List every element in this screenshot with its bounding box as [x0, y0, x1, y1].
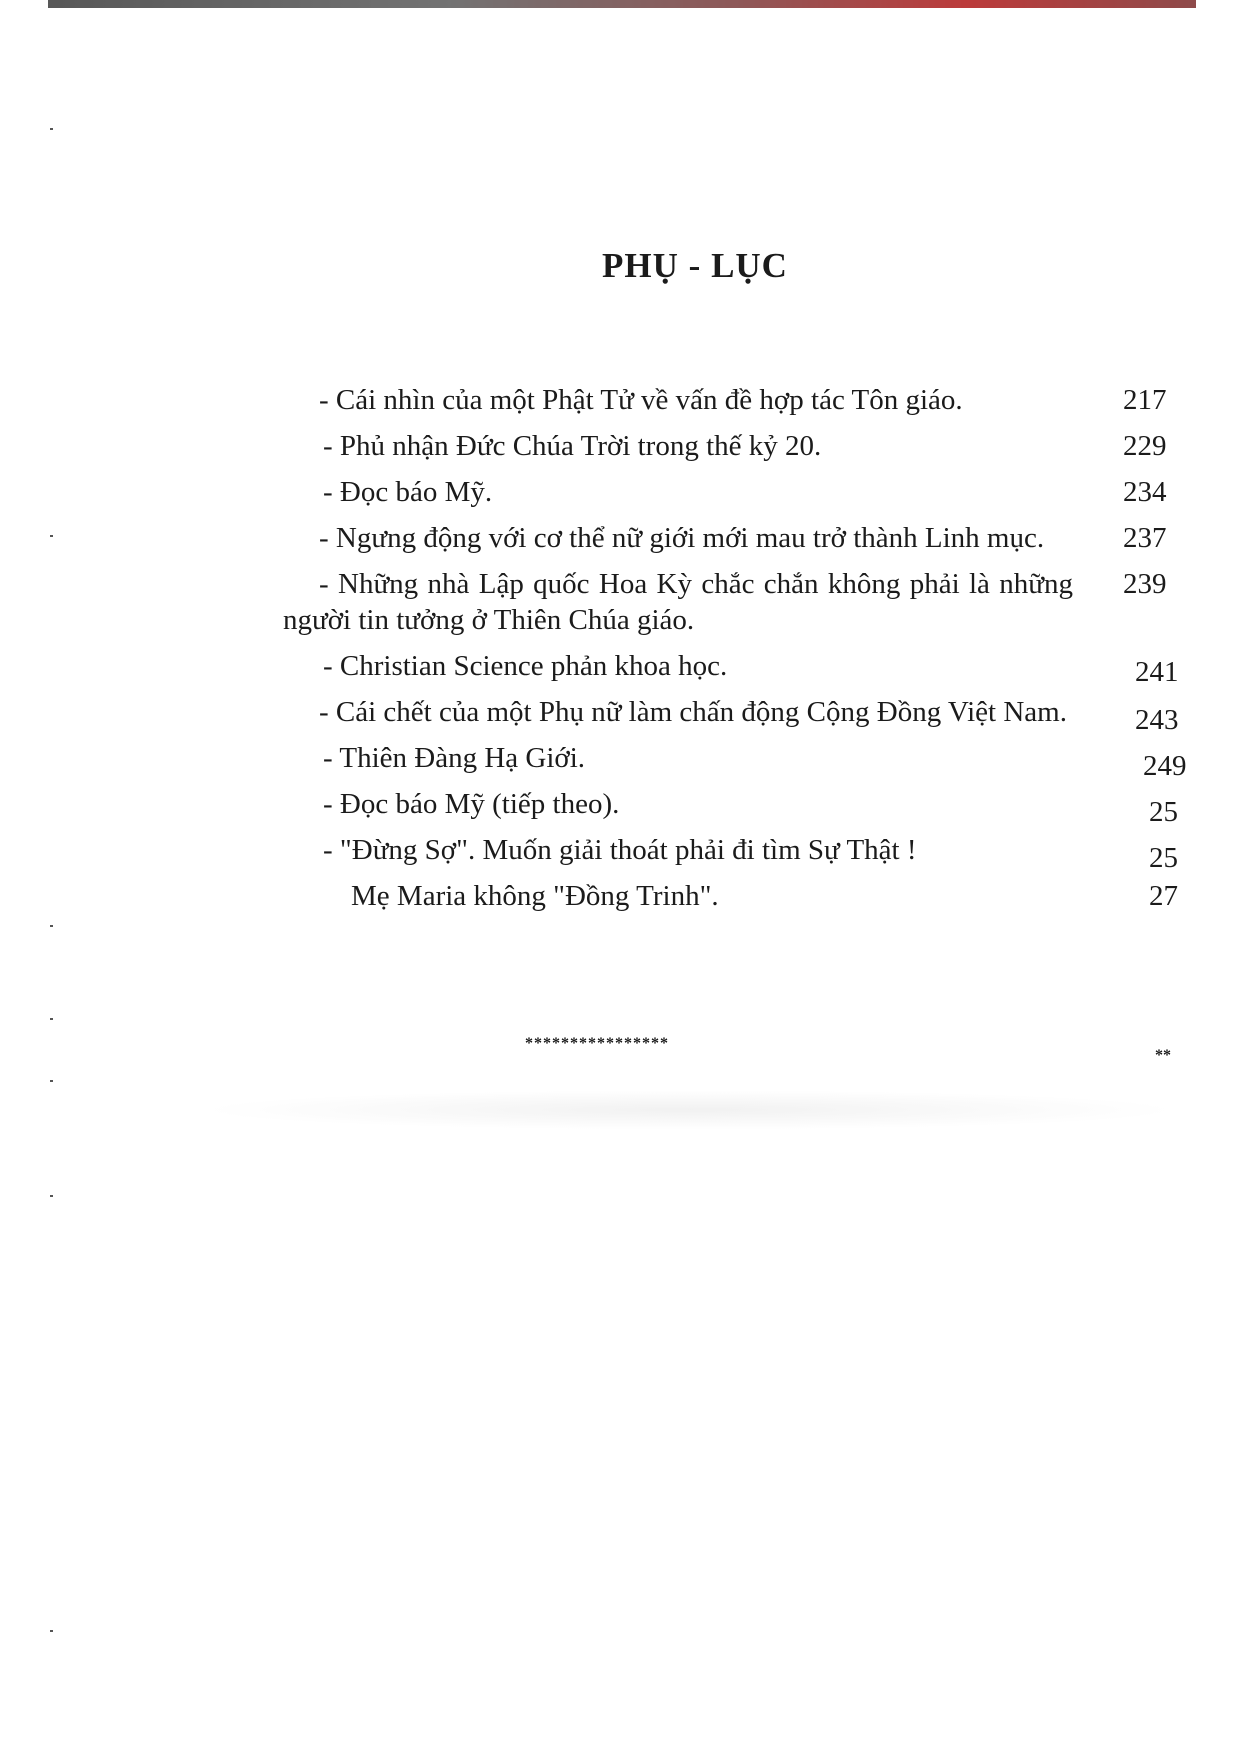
page-top-edge-mask [48, 8, 1196, 18]
toc-entry-page: 234 [1123, 476, 1167, 508]
toc-entry-page: 249 [1143, 750, 1187, 782]
toc-entry-title: - Đọc báo Mỹ (tiếp theo). [323, 788, 620, 820]
toc-entry-page: 25 [1149, 796, 1178, 828]
toc-entry-title: Mẹ Maria không "Đồng Trinh". [351, 880, 719, 912]
toc-entry [283, 878, 1195, 914]
margin-mark [50, 925, 53, 927]
separator-stars: **************** [525, 1035, 669, 1052]
toc-entry-page: 27 [1149, 880, 1178, 912]
toc-entry-page: 229 [1123, 430, 1167, 462]
toc-entry [283, 520, 1195, 556]
margin-mark [50, 1080, 53, 1082]
page-title: PHỤ - LỤC [602, 246, 788, 285]
toc-entry-page: 239 [1123, 568, 1167, 600]
margin-mark [50, 128, 53, 130]
toc-entry-title: - Thiên Đàng Hạ Giới. [323, 742, 586, 774]
toc-entry-title: - Phủ nhận Đức Chúa Trời trong thế kỷ 20. [323, 430, 822, 462]
toc-entry-title: - Những nhà Lập quốc Hoa Kỳ chắc chắn không phải là những người tin tưởng ở Thiên Chúa giáo. [283, 568, 1073, 636]
margin-mark [50, 1018, 53, 1020]
toc-entry-title: - Christian Science phản khoa học. [323, 650, 728, 682]
toc-entry-page: 217 [1123, 384, 1167, 416]
toc-entry [283, 648, 1195, 688]
toc-entry [283, 694, 1195, 736]
table-of-contents [283, 382, 1195, 924]
margin-mark [50, 1630, 53, 1632]
toc-entry [283, 566, 1195, 638]
margin-mark [50, 535, 53, 537]
toc-entry-title: - Ngưng động với cơ thể nữ giới mới mau trở thành Linh mục. [319, 522, 1045, 554]
toc-entry-page: 243 [1135, 704, 1179, 736]
scan-smudge [200, 1090, 1180, 1130]
toc-entry [283, 428, 1195, 464]
toc-entry-page: 25 [1149, 842, 1178, 874]
margin-mark [50, 1195, 53, 1197]
toc-entry [283, 382, 1195, 418]
separator-stars-right: ** [1155, 1047, 1171, 1064]
toc-entry-page: 241 [1135, 656, 1179, 688]
toc-entry [283, 832, 1195, 874]
toc-entry [283, 786, 1195, 828]
toc-entry-page: 237 [1123, 522, 1167, 554]
toc-entry-title: - Cái chết của một Phụ nữ làm chấn động Cộng Đồng Việt Nam. [319, 696, 1067, 728]
toc-entry [283, 740, 1195, 782]
toc-entry-title: - "Đừng Sợ". Muốn giải thoát phải đi tìm Sự Thật ! [323, 834, 917, 866]
toc-entry-title: - Cái nhìn của một Phật Tử về vấn đề hợp tác Tôn giáo. [319, 384, 963, 416]
toc-entry-title: - Đọc báo Mỹ. [323, 476, 493, 508]
toc-entry [283, 474, 1195, 510]
